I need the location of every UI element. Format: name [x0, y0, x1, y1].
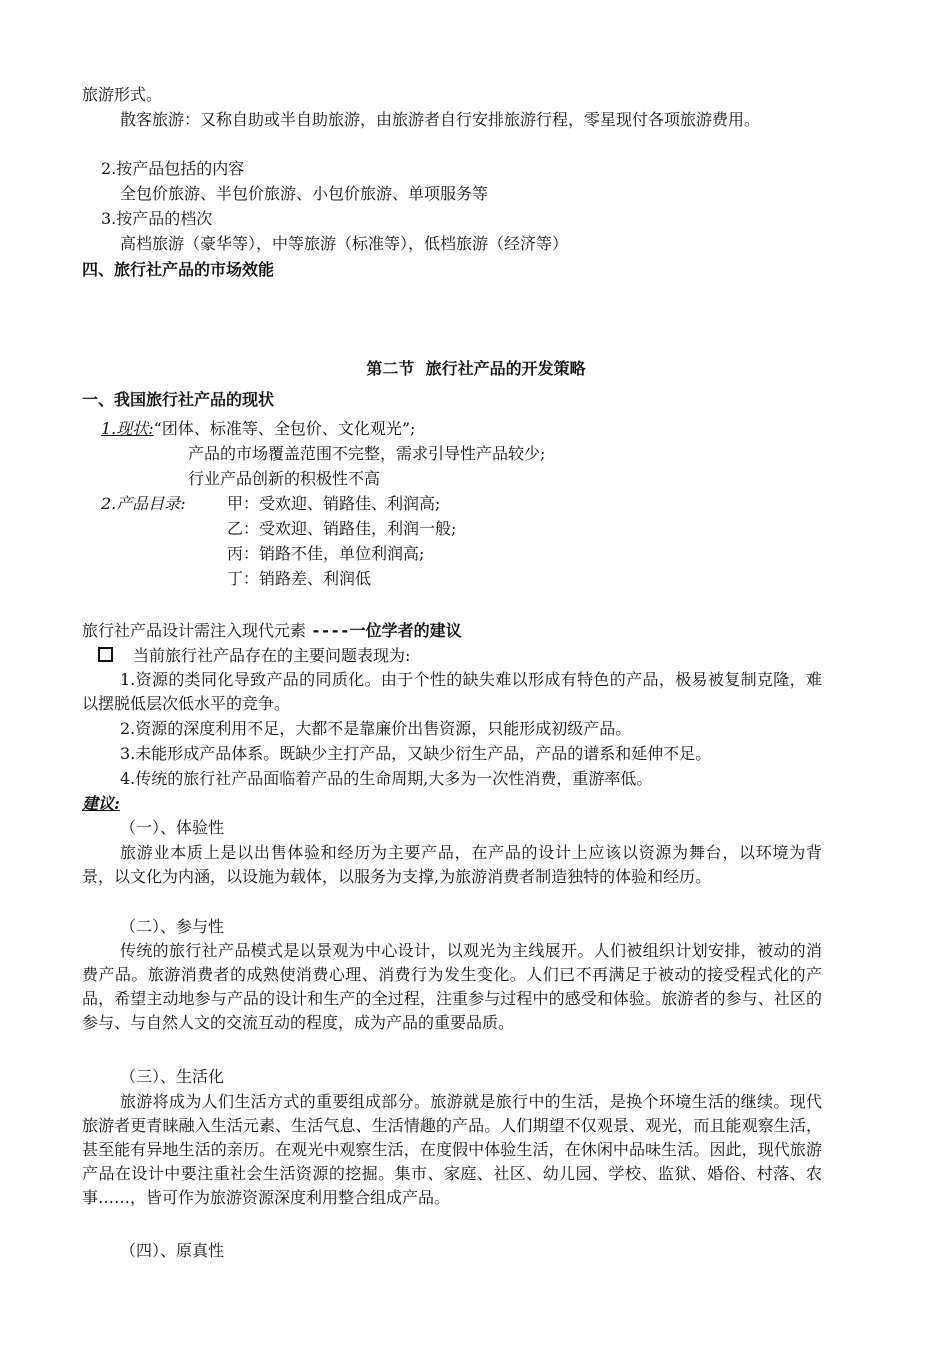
expert-title: 旅行社产品设计需注入现代元素	[82, 621, 307, 640]
problem-item: 2.资源的深度利用不足，大都不是靠廉价出售资源，只能形成初级产品。	[120, 719, 632, 738]
suggestion-title: （三）、生活化	[120, 1067, 225, 1086]
problems-intro-line	[84, 644, 824, 668]
suggest-label: 建议:	[82, 794, 120, 813]
suggestion-title: （二）、参与性	[120, 917, 225, 936]
status-line	[101, 417, 841, 441]
problem-item: 1.资源的类同化导致产品的同质化。由于个性的缺失难以形成有特色的产品，极易被复制克隆，难以摆脱低层次低水平的竞争。	[82, 670, 822, 713]
problem-item: 4.传统的旅行社产品面临着产品的生命周期,大多为一次性消费，重游率低。	[120, 769, 653, 788]
status-text: “团体、标准等、全包价、文化观光”;	[153, 419, 416, 438]
status-text: 行业产品创新的积极性不高	[188, 469, 381, 488]
suggestion-title: （四）、原真性	[120, 1241, 225, 1260]
catalog-item: 乙：受欢迎、销路佳，利润一般;	[227, 519, 457, 538]
text-line: 旅游形式。	[82, 85, 163, 104]
problem-item: 3.未能形成产品体系。既缺少主打产品，又缺少衍生产品，产品的谱系和延伸不足。	[120, 744, 712, 763]
catalog-label: 2.产品目录:	[101, 494, 186, 513]
list-heading-grade: 3.按产品的档次	[101, 209, 213, 228]
list-heading-content: 2.按产品包括的内容	[101, 159, 245, 178]
checkbox-icon	[98, 647, 113, 662]
catalog-item: 丙：销路不佳，单位利润高;	[227, 544, 425, 563]
expert-dashes: ----	[311, 621, 350, 640]
suggestion-title: （一）、体验性	[120, 818, 225, 837]
catalog-item: 甲：受欢迎、销路佳、利润高;	[227, 494, 441, 513]
status-label: 1.现状:	[101, 419, 154, 438]
suggestion-body: 传统的旅行社产品模式是以景观为中心设计，以观光为主线展开。人们被组织计划安排，被动的消费产品。旅游消费者的成熟使消费心理、消费行为发生变化。人们已不再满足于被动的接受程式化的产品，希望主动地参与产品的设计和生产的全过程，注重参与过程中的感受和体验。旅游者的参与、社区的参与、与自然人文的交流互动的程度，成为产品的重要品质。	[82, 941, 822, 1032]
expert-heading	[82, 619, 822, 643]
paragraph-scattered-tourism: 散客旅游：又称自助或半自助旅游，由旅游者自行安排旅游行程，零星现付各项旅游费用。	[120, 110, 761, 129]
suggestion-body: 旅游业本质上是以出售体验和经历为主要产品，在产品的设计上应该以资源为舞台，以环境为背景，以文化为内涵，以设施为载体，以服务为支撑,为旅游消费者制造独特的体验和经历。	[82, 843, 822, 886]
expert-bold: 一位学者的建议	[349, 621, 462, 640]
problems-intro: 当前旅行社产品存在的主要问题表现为:	[133, 646, 411, 665]
suggestion-body: 旅游将成为人们生活方式的重要组成部分。旅游就是旅行中的生活，是换个环境生活的继续。现代旅游者更青睐融入生活元素、生活气息、生活情趣的产品。人们期望不仅观景、观光，而且能观察生活，甚至能有异地生活的亲历。在观光中观察生活，在度假中体验生活，在休闲中品味生活。因此，现代旅游产品在设计中要注重社会生活资源的挖掘。集市、家庭、社区、幼儿园、学校、监狱、婚俗、村落、农事……，皆可作为旅游资源深度利用整合组成产品。	[82, 1092, 822, 1207]
heading-current-status: 一、我国旅行社产品的现状	[82, 390, 275, 409]
section-title: 第二节 旅行社产品的开发策略	[366, 359, 586, 378]
catalog-item: 丁：销路差、利润低	[227, 569, 372, 588]
heading-market-effect: 四、旅行社产品的市场效能	[82, 260, 275, 279]
text-line: 全包价旅游、半包价旅游、小包价旅游、单项服务等	[120, 184, 489, 203]
text-line: 高档旅游（豪华等），中等旅游（标准等），低档旅游（经济等）	[120, 234, 569, 253]
catalog-line	[101, 492, 841, 516]
status-text: 产品的市场覆盖范围不完整，需求引导性产品较少;	[188, 444, 546, 463]
